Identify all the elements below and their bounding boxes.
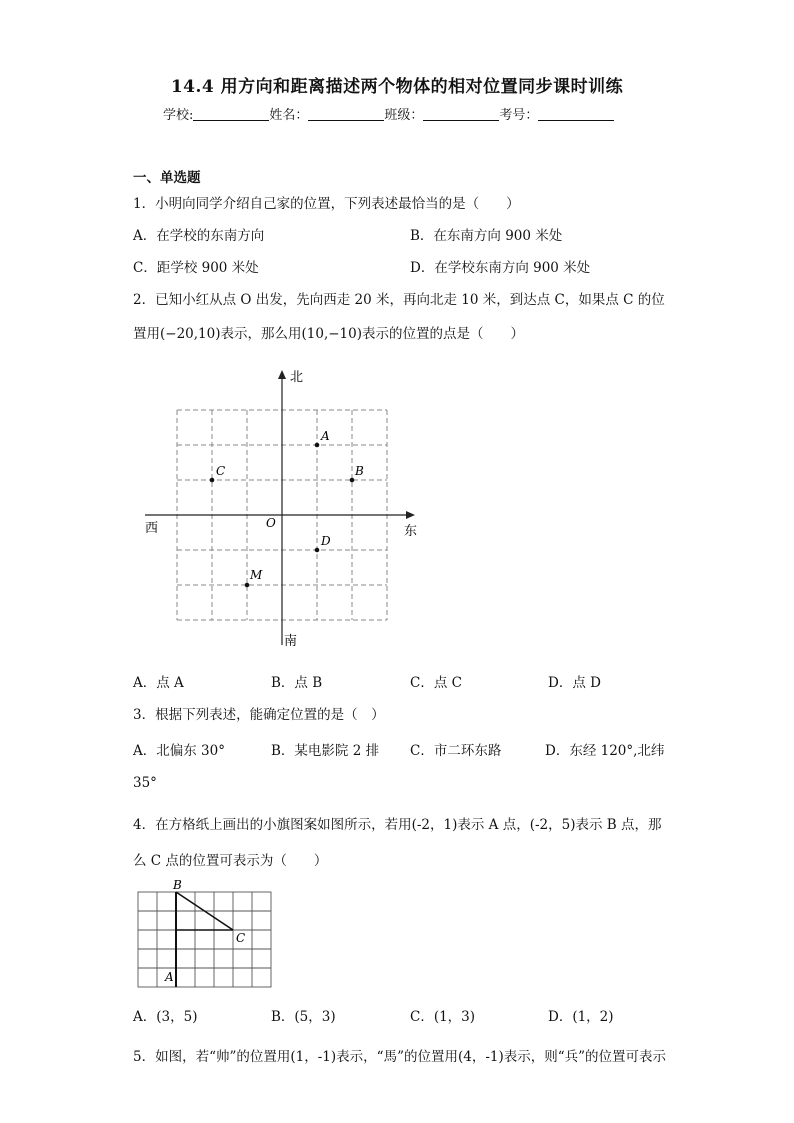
point-c-label: C — [236, 931, 246, 945]
school-label: 学校: — [163, 108, 194, 123]
x-axis-arrow-icon — [406, 511, 415, 519]
question-3-option-b[interactable]: B．某电影院 2 排 — [271, 743, 380, 759]
question-1-option-a[interactable]: A．在学校的东南方向 — [133, 228, 265, 244]
flag-grid-figure — [130, 877, 280, 992]
page-title: 14.4 用方向和距离描述两个物体的相对位置同步课时训练 — [170, 77, 624, 97]
question-4-option-a[interactable]: A．(3，5) — [133, 1009, 198, 1025]
west-label: 西 — [145, 521, 159, 536]
coordinate-grid-figure — [140, 365, 430, 655]
question-2-option-c[interactable]: C．点 C — [410, 675, 462, 691]
question-5-stem: 5．如图，若“帅”的位置用(1，-1)表示，“馬”的位置用(4，-1)表示，则“兵”的位置可表示 — [133, 1049, 667, 1065]
question-3-option-d[interactable]: D．东经 120°,北纬 — [545, 743, 665, 759]
east-label: 东 — [404, 524, 418, 539]
point-b-dot — [350, 478, 355, 483]
south-label: 南 — [284, 634, 298, 649]
number-label: 考号： — [499, 108, 539, 123]
section-title: 一、单选题 — [133, 170, 201, 186]
y-axis-arrow-icon — [278, 370, 286, 379]
question-2-stem-line1: 2．已知小红从点 O 出发，先向西走 20 米，再向北走 10 米，到达点 C，如果点 C 的位 — [133, 292, 665, 308]
name-label: 姓名： — [269, 108, 309, 123]
point-d-dot — [315, 548, 320, 553]
question-1-option-c[interactable]: C．距学校 900 米处 — [133, 260, 259, 276]
school-blank[interactable] — [193, 107, 269, 121]
point-b-label: B — [355, 464, 364, 478]
name-blank[interactable] — [308, 107, 384, 121]
point-a-dot — [315, 443, 320, 448]
class-blank[interactable] — [423, 107, 499, 121]
student-info-line — [163, 104, 614, 123]
number-blank[interactable] — [538, 107, 614, 121]
question-2-option-d[interactable]: D．点 D — [548, 675, 601, 691]
class-label: 班级： — [384, 108, 424, 123]
question-4-option-d[interactable]: D．(1，2) — [548, 1009, 614, 1025]
point-c-label: C — [216, 464, 226, 478]
question-4-option-c[interactable]: C．(1，3) — [410, 1009, 476, 1025]
question-3-stem: 3．根据下列表述，能确定位置的是（ ） — [133, 707, 385, 723]
point-b-label: B — [173, 878, 182, 892]
square-grid — [138, 892, 271, 987]
point-m-dot — [245, 583, 250, 588]
point-m-label: M — [250, 568, 263, 582]
question-2-stem-line2: 置用(−20,10)表示，那么用(10,−10)表示的位置的点是（ ） — [133, 326, 524, 342]
question-1-stem: 1．小明向同学介绍自己家的位置，下列表述最恰当的是（ ） — [133, 196, 520, 212]
question-4-option-b[interactable]: B．(5，3) — [271, 1009, 336, 1025]
question-1-option-b[interactable]: B．在东南方向 900 米处 — [410, 228, 563, 244]
question-1-option-d[interactable]: D．在学校东南方向 900 米处 — [410, 260, 591, 276]
question-3-option-c[interactable]: C．市二环东路 — [410, 743, 502, 759]
question-4-stem-line1: 4．在方格纸上画出的小旗图案如图所示，若用(-2，1)表示 A 点，(-2，5)表示 B 点，那 — [133, 817, 662, 833]
origin-label: O — [266, 516, 276, 530]
point-a-label: A — [165, 970, 174, 984]
north-label: 北 — [290, 370, 304, 385]
question-2-option-b[interactable]: B．点 B — [271, 675, 323, 691]
question-3-option-a[interactable]: A．北偏东 30° — [133, 743, 225, 759]
question-3-option-d-continued: 35° — [133, 775, 157, 791]
point-d-label: D — [321, 534, 331, 548]
question-2-option-a[interactable]: A．点 A — [133, 675, 184, 691]
question-4-stem-line2: 么 C 点的位置可表示为（ ） — [133, 853, 328, 869]
point-c-dot — [210, 478, 215, 483]
point-a-label: A — [321, 429, 330, 443]
